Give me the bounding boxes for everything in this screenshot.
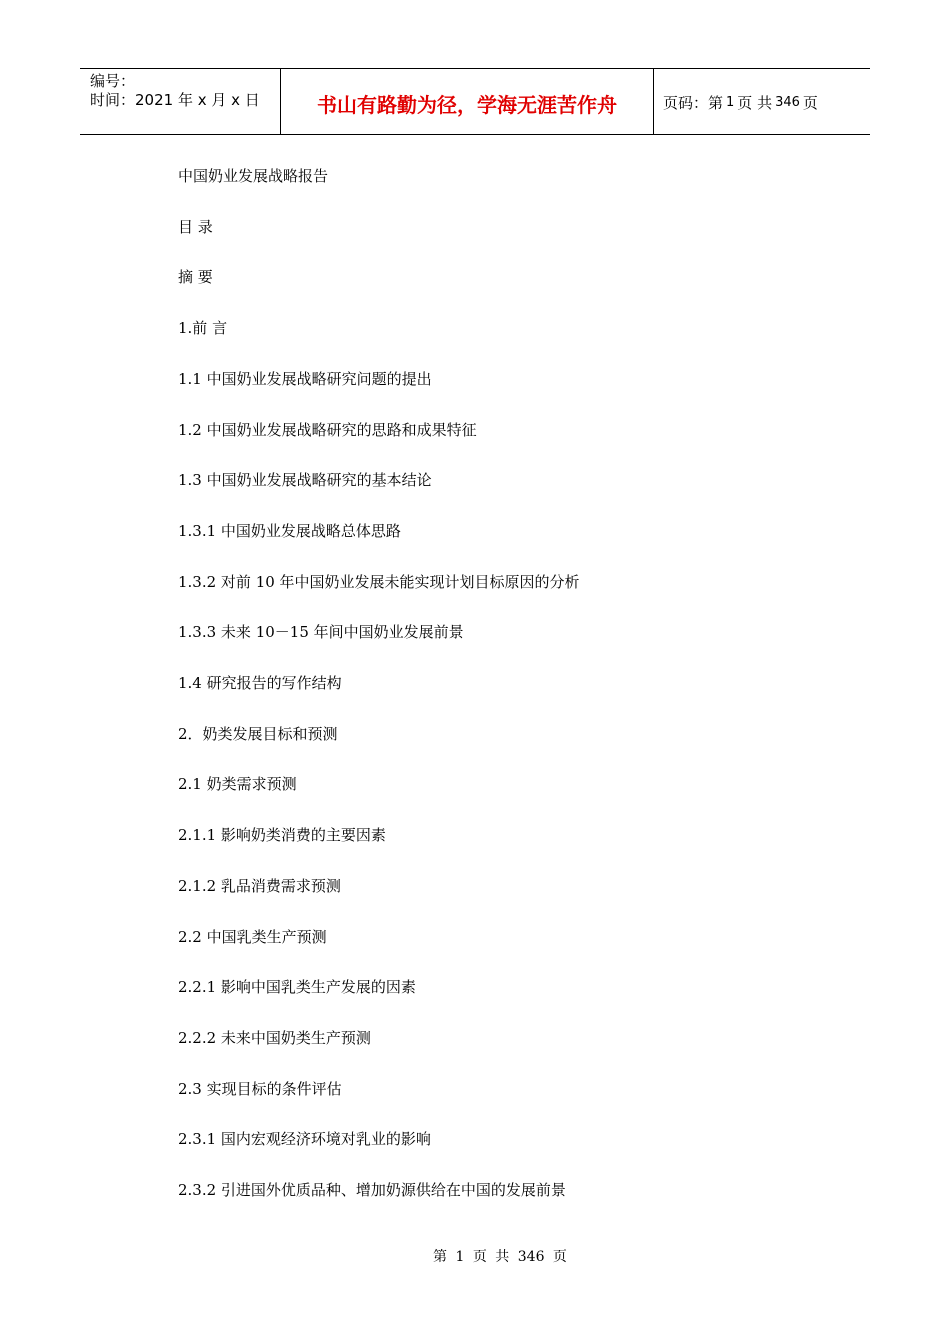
- toc-entry: 1.前 言: [178, 319, 228, 338]
- header-motto: 书山有路勤为径，学海无涯苦作舟: [281, 69, 654, 134]
- toc-entry: 1.3.2 对前 10 年中国奶业发展未能实现计划目标原因的分析: [178, 572, 580, 591]
- page-mid: 页 共: [737, 94, 773, 112]
- toc-entry: 2．奶类发展目标和预测: [178, 724, 338, 743]
- toc-entry: 目 录: [178, 217, 213, 236]
- page-footer: 第 1 页 共 346 页: [433, 1249, 567, 1265]
- header-meta: [80, 69, 281, 134]
- header-page-info: [654, 69, 870, 134]
- toc-entry: 1.1 中国奶业发展战略研究问题的提出: [178, 369, 432, 388]
- toc-entry: 中国奶业发展战略报告: [178, 167, 329, 185]
- toc-entry: 1.2 中国奶业发展战略研究的思路和成果特征: [178, 420, 477, 439]
- page-current: 1: [726, 95, 735, 110]
- toc-entry: 2.1.2 乳品消费需求预测: [178, 876, 341, 895]
- toc-entry: 2.3 实现目标的条件评估: [178, 1079, 342, 1098]
- document-number-label: 编号：: [90, 72, 136, 90]
- page-prefix: 页码：第: [663, 94, 724, 112]
- page-suffix: 页: [802, 94, 818, 112]
- toc-entry: 2.3.1 国内宏观经济环境对乳业的影响: [178, 1130, 431, 1149]
- toc-entry: 2.2.2 未来中国奶类生产预测: [178, 1028, 371, 1047]
- toc-entry: 2.2.1 影响中国乳类生产发展的因素: [178, 978, 416, 997]
- page-total: 346: [775, 95, 800, 110]
- toc-entry: 2.1.1 影响奶类消费的主要因素: [178, 826, 386, 845]
- document-time-label: 时间：2021 年 x 月 x 日: [90, 91, 260, 109]
- toc-entry: 1.4 研究报告的写作结构: [178, 674, 342, 692]
- toc-entry: 2.3.2 引进国外优质品种、增加奶源供给在中国的发展前景: [178, 1181, 566, 1199]
- toc-entry: 1.3.1 中国奶业发展战略总体思路: [178, 521, 401, 540]
- toc-entry: 1.3 中国奶业发展战略研究的基本结论: [178, 471, 432, 490]
- page-header: [80, 68, 870, 135]
- toc-entry: 摘 要: [178, 268, 213, 287]
- toc-entry: 2.2 中国乳类生产预测: [178, 927, 327, 946]
- toc-entry: 1.3.3 未来 10－15 年间中国奶业发展前景: [178, 623, 464, 642]
- toc-entry: 2.1 奶类需求预测: [178, 775, 297, 794]
